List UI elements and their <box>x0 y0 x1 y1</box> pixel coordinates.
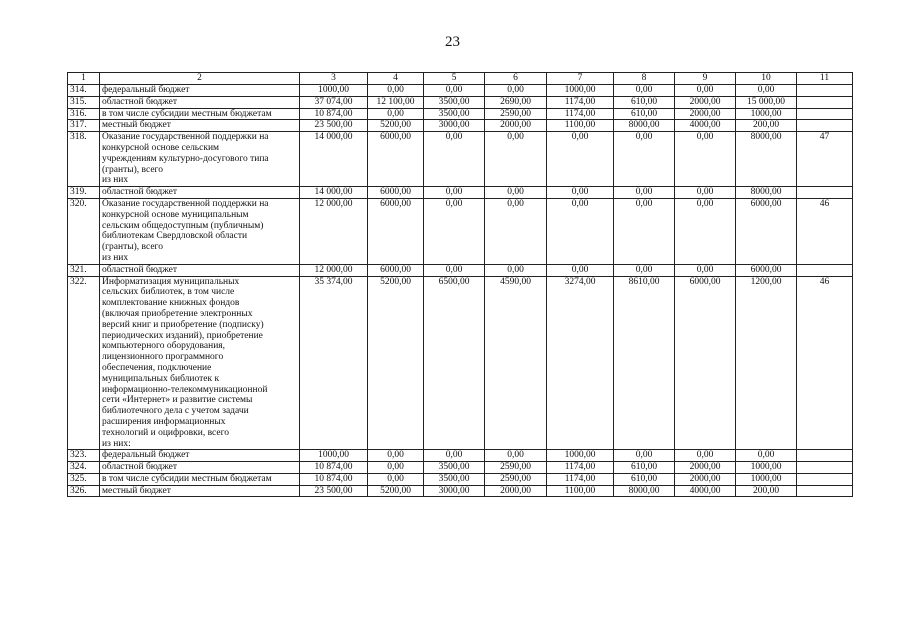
amount-col-9: 2000,00 <box>675 473 736 485</box>
amount-col-8: 610,00 <box>614 462 675 474</box>
amount-col-8: 0,00 <box>614 264 675 276</box>
description-line: периодических изданий), приобретение <box>102 330 263 341</box>
amount-col-8: 8000,00 <box>614 485 675 497</box>
amount-col-3: 12 000,00 <box>300 264 368 276</box>
description-line: местный бюджет <box>102 120 171 131</box>
description-line: сельских библиотек, в том числе <box>102 287 235 298</box>
description-line: информационно-телекоммуникационной <box>102 384 268 395</box>
amount-col-7: 1100,00 <box>547 485 614 497</box>
table-body <box>68 85 853 497</box>
amount-col-6: 2000,00 <box>485 485 547 497</box>
column-number-6: 6 <box>485 73 547 85</box>
row-number: 316. <box>68 108 100 120</box>
description-line: областной бюджет <box>102 462 178 473</box>
amount-col-3: 35 374,00 <box>300 276 368 450</box>
description-line: из них <box>102 175 129 186</box>
amount-col-8: 610,00 <box>614 473 675 485</box>
amount-col-3: 12 000,00 <box>300 198 368 264</box>
row-number: 325. <box>68 473 100 485</box>
description-line: из них <box>102 252 129 263</box>
description-line: в том числе субсидии местным бюджетам <box>102 473 272 484</box>
amount-col-8: 8610,00 <box>614 276 675 450</box>
amount-col-6: 2590,00 <box>485 473 547 485</box>
amount-col-8: 0,00 <box>614 85 675 97</box>
amount-col-7: 0,00 <box>547 264 614 276</box>
amount-col-6: 0,00 <box>485 187 547 199</box>
row-description <box>100 462 300 474</box>
reference-number: 46 <box>797 198 853 264</box>
column-number-8: 8 <box>614 73 675 85</box>
reference-number <box>797 120 853 132</box>
table-row <box>68 473 853 485</box>
amount-col-3: 37 074,00 <box>300 96 368 108</box>
row-description <box>100 85 300 97</box>
amount-col-7: 0,00 <box>547 187 614 199</box>
column-number-3: 3 <box>300 73 368 85</box>
reference-number <box>797 485 853 497</box>
amount-col-9: 4000,00 <box>675 120 736 132</box>
reference-number <box>797 462 853 474</box>
amount-col-9: 0,00 <box>675 450 736 462</box>
description-line: (включая приобретение электронных <box>102 308 253 319</box>
amount-col-4: 5200,00 <box>368 276 424 450</box>
column-number-row <box>68 73 853 85</box>
table-row <box>68 276 853 450</box>
table-row <box>68 198 853 264</box>
amount-col-5: 3000,00 <box>424 120 485 132</box>
description-line: расширения информационных <box>102 416 226 427</box>
row-description <box>100 96 300 108</box>
amount-col-10: 1000,00 <box>736 108 797 120</box>
amount-col-5: 0,00 <box>424 450 485 462</box>
table-row <box>68 132 853 187</box>
amount-col-4: 6000,00 <box>368 187 424 199</box>
column-number-1: 1 <box>68 73 100 85</box>
amount-col-5: 3500,00 <box>424 473 485 485</box>
row-description <box>100 187 300 199</box>
amount-col-3: 23 500,00 <box>300 485 368 497</box>
description-line: из них: <box>102 438 131 449</box>
description-line: (гранты), всего <box>102 242 163 253</box>
description-line: (гранты), всего <box>102 164 163 175</box>
description-line: комплектование книжных фондов <box>102 298 240 309</box>
amount-col-6: 4590,00 <box>485 276 547 450</box>
amount-col-4: 12 100,00 <box>368 96 424 108</box>
row-description <box>100 132 300 187</box>
amount-col-3: 1000,00 <box>300 85 368 97</box>
row-number: 320. <box>68 198 100 264</box>
amount-col-8: 0,00 <box>614 450 675 462</box>
column-number-4: 4 <box>368 73 424 85</box>
table-row <box>68 264 853 276</box>
amount-col-10: 6000,00 <box>736 264 797 276</box>
description-line: в том числе субсидии местным бюджетам <box>102 108 272 119</box>
row-description <box>100 450 300 462</box>
amount-col-6: 2590,00 <box>485 108 547 120</box>
amount-col-10: 8000,00 <box>736 187 797 199</box>
amount-col-9: 0,00 <box>675 198 736 264</box>
column-number-2: 2 <box>100 73 300 85</box>
table-row <box>68 108 853 120</box>
amount-col-9: 0,00 <box>675 132 736 187</box>
amount-col-7: 1174,00 <box>547 96 614 108</box>
amount-col-9: 4000,00 <box>675 485 736 497</box>
amount-col-10: 1000,00 <box>736 462 797 474</box>
table-row <box>68 450 853 462</box>
description-line: компьютерного оборудования, <box>102 341 226 352</box>
amount-col-8: 610,00 <box>614 108 675 120</box>
description-line: обеспечения, подключение <box>102 362 212 373</box>
amount-col-10: 15 000,00 <box>736 96 797 108</box>
amount-col-6: 0,00 <box>485 264 547 276</box>
amount-col-7: 0,00 <box>547 198 614 264</box>
description-line: местный бюджет <box>102 485 171 496</box>
row-number: 323. <box>68 450 100 462</box>
amount-col-4: 6000,00 <box>368 264 424 276</box>
amount-col-5: 0,00 <box>424 132 485 187</box>
amount-col-4: 0,00 <box>368 85 424 97</box>
table-row <box>68 485 853 497</box>
amount-col-9: 0,00 <box>675 187 736 199</box>
row-description <box>100 473 300 485</box>
amount-col-4: 6000,00 <box>368 198 424 264</box>
amount-col-6: 2000,00 <box>485 120 547 132</box>
description-line: федеральный бюджет <box>102 450 190 461</box>
row-description <box>100 276 300 450</box>
row-number: 317. <box>68 120 100 132</box>
description-line: областной бюджет <box>102 187 178 198</box>
column-number-10: 10 <box>736 73 797 85</box>
amount-col-9: 2000,00 <box>675 96 736 108</box>
amount-col-8: 0,00 <box>614 187 675 199</box>
table-row <box>68 462 853 474</box>
amount-col-10: 1200,00 <box>736 276 797 450</box>
table-row <box>68 85 853 97</box>
column-number-7: 7 <box>547 73 614 85</box>
row-number: 326. <box>68 485 100 497</box>
amount-col-7: 3274,00 <box>547 276 614 450</box>
amount-col-6: 0,00 <box>485 85 547 97</box>
row-number: 324. <box>68 462 100 474</box>
amount-col-6: 2690,00 <box>485 96 547 108</box>
amount-col-5: 0,00 <box>424 187 485 199</box>
page-number: 23 <box>445 34 460 50</box>
reference-number <box>797 108 853 120</box>
amount-col-3: 10 874,00 <box>300 473 368 485</box>
amount-col-5: 0,00 <box>424 264 485 276</box>
row-number: 322. <box>68 276 100 450</box>
description-line: Оказание государственной поддержки на <box>102 198 269 209</box>
amount-col-10: 6000,00 <box>736 198 797 264</box>
row-number: 319. <box>68 187 100 199</box>
row-number: 318. <box>68 132 100 187</box>
amount-col-3: 23 500,00 <box>300 120 368 132</box>
row-description <box>100 264 300 276</box>
row-number: 314. <box>68 85 100 97</box>
amount-col-5: 3500,00 <box>424 96 485 108</box>
amount-col-4: 0,00 <box>368 473 424 485</box>
amount-col-10: 8000,00 <box>736 132 797 187</box>
amount-col-9: 6000,00 <box>675 276 736 450</box>
amount-col-3: 1000,00 <box>300 450 368 462</box>
description-line: библиотекам Свердловской области <box>102 231 248 242</box>
reference-number: 47 <box>797 132 853 187</box>
description-line: лицензионного программного <box>102 352 224 363</box>
amount-col-10: 1000,00 <box>736 473 797 485</box>
reference-number: 46 <box>797 276 853 450</box>
reference-number <box>797 96 853 108</box>
reference-number <box>797 450 853 462</box>
amount-col-9: 0,00 <box>675 264 736 276</box>
column-number-9: 9 <box>675 73 736 85</box>
description-line: Оказание государственной поддержки на <box>102 132 269 143</box>
description-line: сельским общедоступным (публичным) <box>102 220 264 231</box>
amount-col-7: 1174,00 <box>547 473 614 485</box>
table-row <box>68 96 853 108</box>
amount-col-4: 0,00 <box>368 108 424 120</box>
amount-col-8: 0,00 <box>614 198 675 264</box>
amount-col-3: 14 000,00 <box>300 187 368 199</box>
amount-col-5: 0,00 <box>424 85 485 97</box>
amount-col-8: 0,00 <box>614 132 675 187</box>
amount-col-3: 10 874,00 <box>300 108 368 120</box>
amount-col-10: 200,00 <box>736 485 797 497</box>
amount-col-3: 14 000,00 <box>300 132 368 187</box>
description-line: областной бюджет <box>102 264 178 275</box>
description-line: муниципальных библиотек к <box>102 373 220 384</box>
amount-col-5: 3500,00 <box>424 108 485 120</box>
column-number-5: 5 <box>424 73 485 85</box>
amount-col-7: 1174,00 <box>547 108 614 120</box>
table-row <box>68 120 853 132</box>
description-line: сети «Интернет» и развитие системы <box>102 395 253 406</box>
description-line: версий книг и приобретение (подписку) <box>102 319 264 330</box>
amount-col-6: 0,00 <box>485 198 547 264</box>
amount-col-6: 2590,00 <box>485 462 547 474</box>
description-line: технологий и оцифровки, всего <box>102 427 229 438</box>
reference-number <box>797 264 853 276</box>
amount-col-10: 200,00 <box>736 120 797 132</box>
amount-col-10: 0,00 <box>736 85 797 97</box>
budget-table <box>67 72 853 497</box>
column-number-11: 11 <box>797 73 853 85</box>
row-description <box>100 198 300 264</box>
row-description <box>100 108 300 120</box>
amount-col-4: 0,00 <box>368 462 424 474</box>
amount-col-3: 10 874,00 <box>300 462 368 474</box>
description-line: Информатизация муниципальных <box>102 276 240 287</box>
description-line: конкурсной основе сельским <box>102 142 220 153</box>
row-number: 321. <box>68 264 100 276</box>
row-number: 315. <box>68 96 100 108</box>
amount-col-8: 610,00 <box>614 96 675 108</box>
description-line: областной бюджет <box>102 96 178 107</box>
amount-col-5: 3500,00 <box>424 462 485 474</box>
description-line: конкурсной основе муниципальным <box>102 209 249 220</box>
amount-col-6: 0,00 <box>485 132 547 187</box>
row-description <box>100 485 300 497</box>
amount-col-9: 2000,00 <box>675 462 736 474</box>
amount-col-7: 0,00 <box>547 132 614 187</box>
amount-col-4: 0,00 <box>368 450 424 462</box>
description-line: учреждениям культурно-досугового типа <box>102 153 269 164</box>
amount-col-5: 6500,00 <box>424 276 485 450</box>
amount-col-4: 5200,00 <box>368 485 424 497</box>
amount-col-10: 0,00 <box>736 450 797 462</box>
amount-col-6: 0,00 <box>485 450 547 462</box>
amount-col-9: 2000,00 <box>675 108 736 120</box>
reference-number <box>797 473 853 485</box>
amount-col-4: 6000,00 <box>368 132 424 187</box>
amount-col-4: 5200,00 <box>368 120 424 132</box>
reference-number <box>797 187 853 199</box>
amount-col-7: 1000,00 <box>547 450 614 462</box>
amount-col-7: 1100,00 <box>547 120 614 132</box>
description-line: библиотечного дела с учетом задачи <box>102 406 249 417</box>
amount-col-5: 0,00 <box>424 198 485 264</box>
row-description <box>100 120 300 132</box>
amount-col-9: 0,00 <box>675 85 736 97</box>
reference-number <box>797 85 853 97</box>
amount-col-8: 8000,00 <box>614 120 675 132</box>
table-row <box>68 187 853 199</box>
amount-col-7: 1174,00 <box>547 462 614 474</box>
amount-col-5: 3000,00 <box>424 485 485 497</box>
description-line: федеральный бюджет <box>102 85 190 95</box>
amount-col-7: 1000,00 <box>547 85 614 97</box>
